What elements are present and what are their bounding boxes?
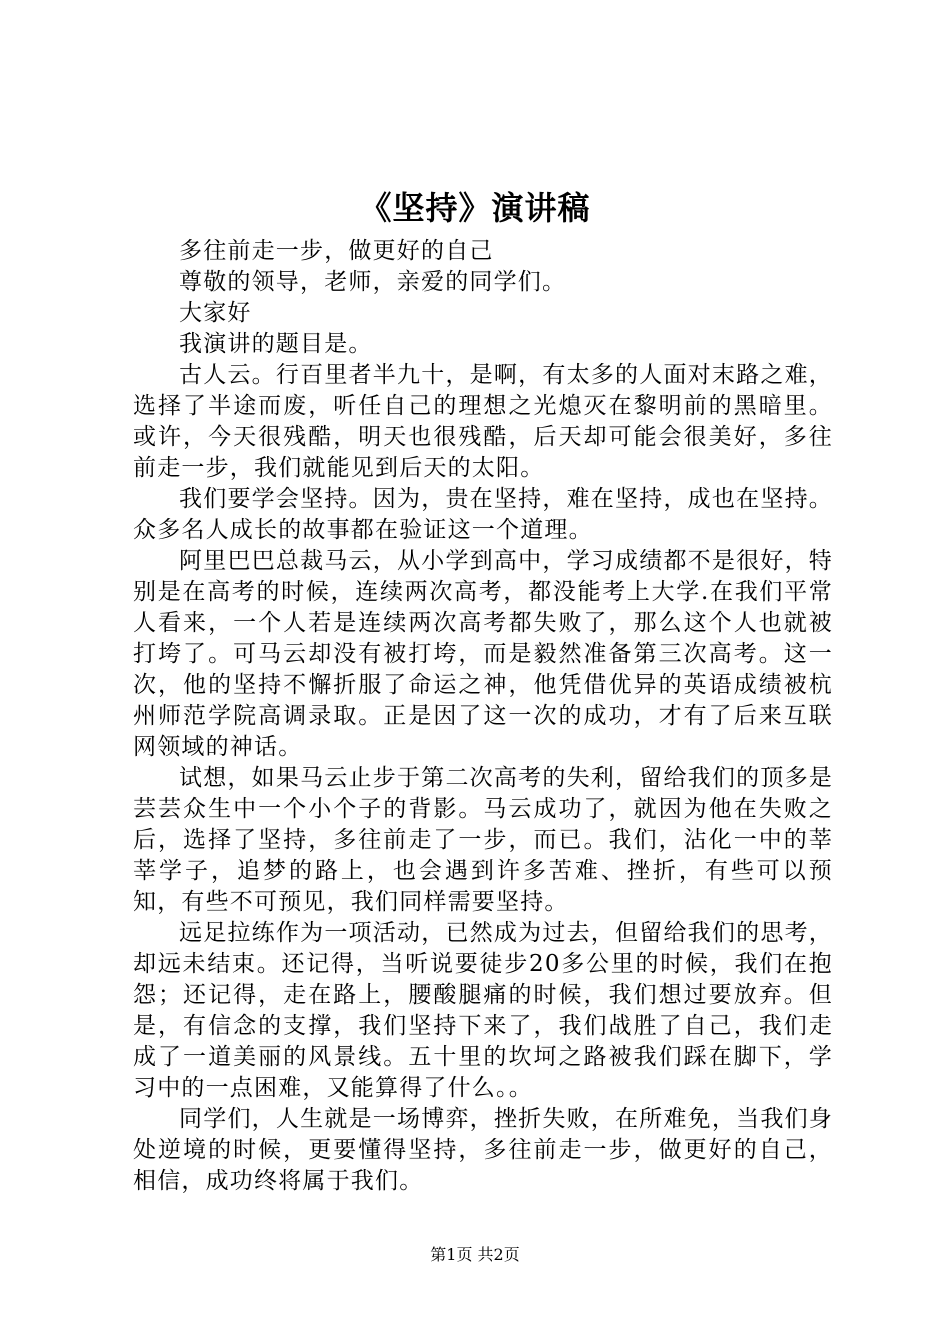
document-body bbox=[133, 236, 833, 1197]
paragraph-body: 远足拉练作为一项活动，已然成为过去，但留给我们的思考，却远未结束。还记得，当听说要徒步20多公里的时候，我们在抱怨；还记得，走在路上，腰酸腿痛的时候，我们想过要放弃。但是，有信念的支撑，我们坚持下来了，我们战胜了自己，我们走成了一道美丽的风景线。五十里的坎坷之路被我们踩在脚下，学习中的一点困难，又能算得了什么。。 bbox=[133, 920, 833, 1101]
paragraph-subtitle: 多往前走一步，做更好的自己 bbox=[179, 238, 494, 264]
paragraph-body: 阿里巴巴总裁马云，从小学到高中，学习成绩都不是很好，特别是在高考的时候，连续两次高考，都没能考上大学.在我们平常人看来，一个人若是连续两次高考都失败了，那么这个人也就被打垮了。可马云却没有被打垮，而是毅然准备第三次高考。这一次，他的坚持不懈折服了命运之神，他凭借优异的英语成绩被杭州师范学院高调录取。正是因了这一次的成功，才有了后来互联网领域的神话。 bbox=[133, 548, 833, 760]
paragraph-greeting: 大家好 bbox=[179, 300, 252, 326]
paragraph-body: 我们要学会坚持。因为，贵在坚持，难在坚持，成也在坚持。众多名人成长的故事都在验证这一个道理。 bbox=[133, 486, 833, 543]
paragraph-body: 试想，如果马云止步于第二次高考的失利，留给我们的顶多是芸芸众生中一个小个子的背影。马云成功了，就因为他在失败之后，选择了坚持，多往前走了一步，而已。我们，沾化一中的莘莘学子，追梦的路上，也会遇到许多苦难、挫折，有些可以预知，有些不可预见，我们同样需要坚持。 bbox=[133, 765, 833, 915]
page-number-footer: 第1页 共2页 bbox=[430, 1245, 520, 1264]
document-title: 《坚持》演讲稿 bbox=[359, 189, 591, 227]
paragraph-body: 同学们，人生就是一场博弈，挫折失败，在所难免，当我们身处逆境的时候，更要懂得坚持，多往前走一步，做更好的自己，相信，成功终将属于我们。 bbox=[133, 1106, 833, 1194]
paragraph-body: 古人云。行百里者半九十，是啊，有太多的人面对末路之难，选择了半途而废，听任自己的理想之光熄灭在黎明前的黑暗里。或许，今天很残酷，明天也很残酷，后天却可能会很美好，多往前走一步，我们就能见到后天的太阳。 bbox=[133, 362, 833, 481]
paragraph-topic: 我演讲的题目是。 bbox=[179, 331, 373, 357]
paragraph-salutation: 尊敬的领导，老师，亲爱的同学们。 bbox=[179, 269, 567, 295]
